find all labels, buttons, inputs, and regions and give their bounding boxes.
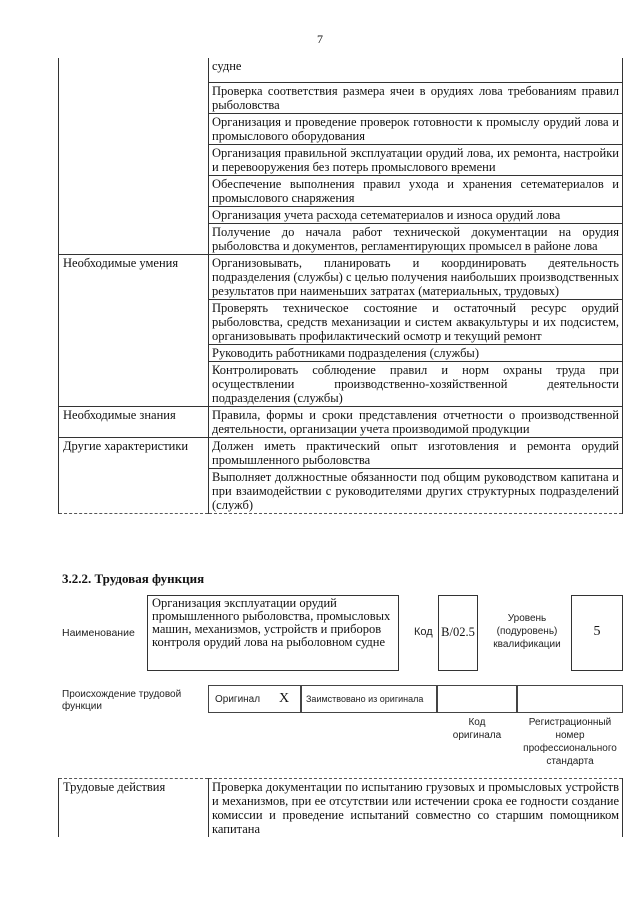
- original-label: Оригинал: [215, 694, 261, 705]
- table-row: [59, 345, 623, 362]
- table-row: [59, 145, 623, 176]
- actions-text: Проверка документации по испытанию грузовых и промысловых устройств и механизмов, при ее отсутствии или истечении срока ее годности создание комиссии и проведение испытаний совместно со старшим помощником капитана: [209, 779, 623, 838]
- row-label: [59, 176, 209, 207]
- row-label: [59, 58, 209, 83]
- name-label: Наименование: [62, 627, 135, 639]
- row-label: [59, 362, 209, 407]
- row-label: [59, 83, 209, 114]
- actions-label: Трудовые действия: [59, 779, 209, 838]
- table-row: [59, 438, 623, 469]
- level-label: Уровень (подуровень) квалификации: [493, 613, 561, 650]
- borrowed-label: Заимствовано из оригинала: [306, 694, 424, 704]
- table-row: [59, 362, 623, 407]
- row-text: Выполняет должностные обязанности под общим руководством капитана и при взаимодействии с руководителями других структурных подразделений (служб): [209, 469, 623, 514]
- row-text: Получение до начала работ технической документации на орудия рыболовства и документов, регламентирующих промысел в районе лова: [209, 224, 623, 255]
- origin-code-cell: [437, 685, 517, 713]
- reg-number-cell: [517, 685, 623, 713]
- row-label: [59, 224, 209, 255]
- table-row: [59, 300, 623, 345]
- reg-number-caption: Регистрационный номер профессионального стандарта: [523, 717, 617, 767]
- competency-table: [58, 58, 623, 514]
- row-label: [59, 300, 209, 345]
- row-text: Организация правильной эксплуатации орудий лова, их ремонта, настройки и перевооружения без потерь промыслового времени: [209, 145, 623, 176]
- row-label: Необходимые знания: [59, 407, 209, 438]
- section-title: 3.2.2. Трудовая функция: [62, 571, 205, 586]
- code-label: Код: [414, 626, 433, 638]
- row-label: Другие характеристики: [59, 438, 209, 469]
- row-text: Правила, формы и сроки представления отчетности о производственной деятельности, организации учета производимой продукции: [209, 407, 623, 438]
- table-row: [59, 207, 623, 224]
- row-text: Обеспечение выполнения правил ухода и хранения сетематериалов и промыслового снаряжения: [209, 176, 623, 207]
- row-label: [59, 114, 209, 145]
- row-text: Контролировать соблюдение правил и норм охраны труда при осуществлении производственно-хозяйственной деятельности подразделения (службы): [209, 362, 623, 407]
- table-row: [59, 255, 623, 300]
- row-label: [59, 469, 209, 514]
- row-text: Организация и проведение проверок готовности к промыслу орудий лова и промыслового оборудования: [209, 114, 623, 145]
- code-value: B/02.5: [438, 595, 478, 671]
- name-value: Организация эксплуатации орудий промышленного рыболовства, промысловых машин, механизмов, устройств и приборов контроля орудий лова на рыболовном судне: [147, 595, 399, 671]
- table-row: [59, 83, 623, 114]
- row-text: Организовывать, планировать и координировать деятельность подразделения (службы) с целью получения наибольших производственных результатов при наименьших затратах (материальных, трудовых): [209, 255, 623, 300]
- row-text: Должен иметь практический опыт изготовления и ремонта орудий промышленного рыболовства: [209, 438, 623, 469]
- page-number: 7: [317, 32, 323, 46]
- origin-label: Происхождение трудовой функции: [62, 689, 182, 712]
- origin-code-caption: Код оригинала: [452, 717, 502, 741]
- origin-cell-borrowed: [301, 685, 437, 713]
- table-row: [59, 779, 623, 838]
- row-text: Организация учета расхода сетематериалов и износа орудий лова: [209, 207, 623, 224]
- row-label: [59, 145, 209, 176]
- row-text: Проверять техническое состояние и остаточный ресурс орудий рыболовства, средств механизации и систем аквакультуры и их подсистем, организовывать профилактический осмотр и текущий ремонт: [209, 300, 623, 345]
- row-label: Необходимые умения: [59, 255, 209, 300]
- table-row: [59, 469, 623, 514]
- table-row: [59, 176, 623, 207]
- table-row: [59, 224, 623, 255]
- row-text: судне: [209, 58, 623, 83]
- origin-cell-original: [208, 685, 301, 713]
- row-text: Руководить работниками подразделения (службы): [209, 345, 623, 362]
- level-value: 5: [571, 595, 623, 671]
- row-label: [59, 207, 209, 224]
- row-label: [59, 345, 209, 362]
- table-row: [59, 407, 623, 438]
- table-row: [59, 114, 623, 145]
- actions-table: [58, 778, 623, 837]
- row-text: Проверка соответствия размера ячеи в орудиях лова требованиям правил рыболовства: [209, 83, 623, 114]
- table-row: [59, 58, 623, 83]
- original-mark: X: [279, 691, 290, 706]
